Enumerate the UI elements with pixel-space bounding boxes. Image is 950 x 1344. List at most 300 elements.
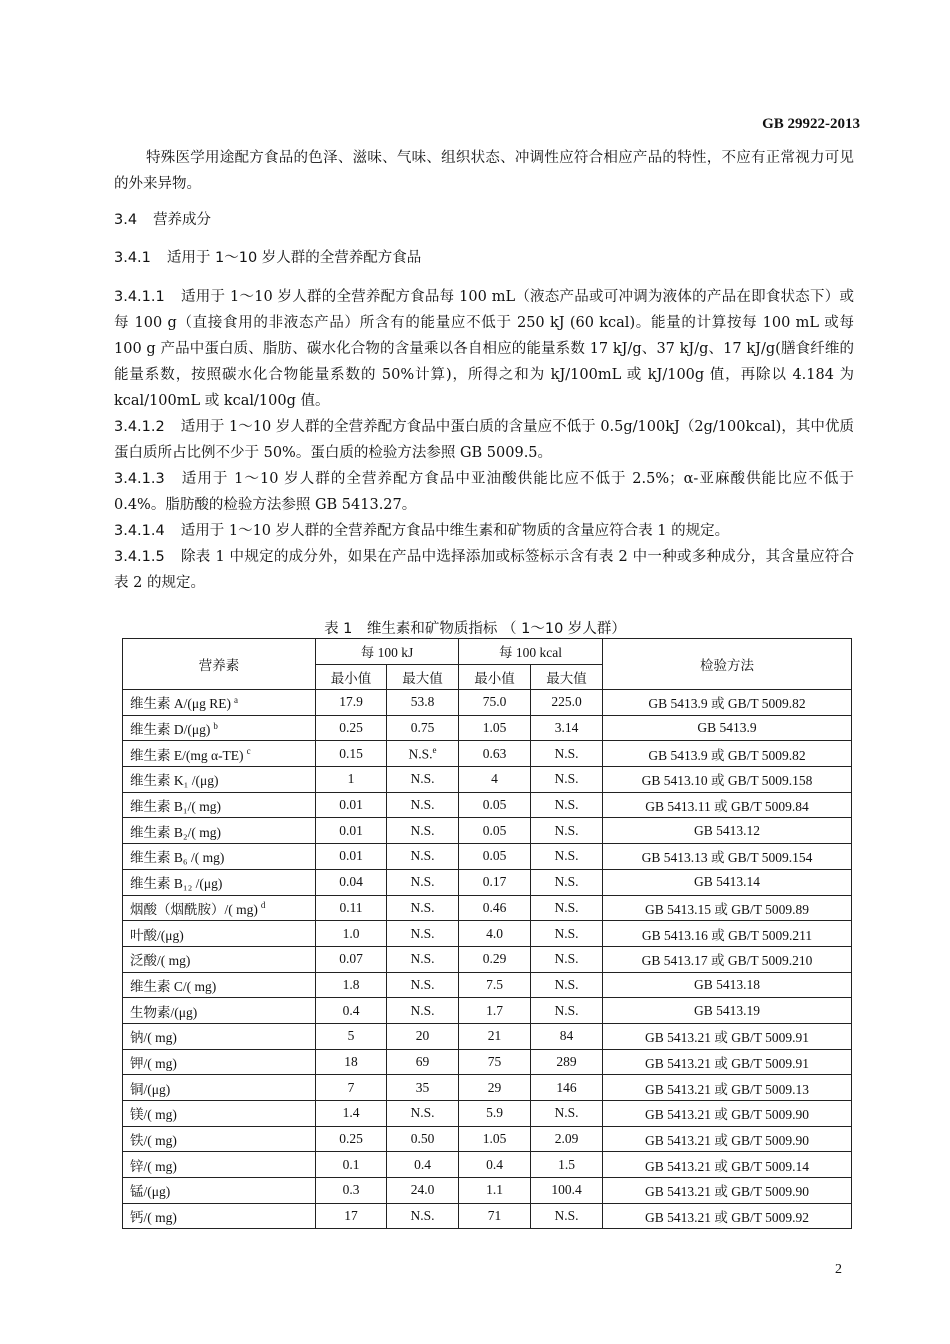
method-value: GB 5413.21 或 GB/T 5009.91 — [645, 1030, 810, 1046]
kj-max-cell — [387, 946, 459, 972]
method-value: GB 5413.9 或 GB/T 5009.82 — [648, 747, 806, 763]
nutrient-name: 叶酸/(μg) — [130, 927, 184, 943]
kcal-max-value: 289 — [556, 1053, 577, 1069]
nutrient-name-cell — [123, 844, 316, 870]
kcal-max-value: N.S. — [554, 797, 579, 813]
nutrient-name-cell — [123, 972, 316, 998]
kcal-max-cell — [531, 741, 603, 767]
kj-min-value: 0.01 — [339, 822, 363, 838]
kcal-max-cell — [531, 921, 603, 947]
kcal-min-value: 75.0 — [482, 694, 507, 710]
method-cell — [603, 715, 852, 741]
kcal-max-cell — [531, 1126, 603, 1152]
clause-text: 适用于 1～10 岁人群的全营养配方食品中亚油酸供能比应不低于 2.5%；α-亚麻酸供能比应不低于 0.4%。脂肪酸的检验方法参照 GB 5413.27。 — [114, 471, 854, 513]
method-value: GB 5413.21 或 GB/T 5009.91 — [645, 1055, 810, 1071]
method-value: GB 5413.21 或 GB/T 5009.14 — [645, 1158, 810, 1174]
table-row — [123, 1178, 852, 1204]
nutrient-name: 镁/( mg) — [130, 1107, 177, 1123]
page-number: 2 — [835, 1262, 842, 1277]
table-row — [123, 998, 852, 1024]
kj-max-value: N.S. — [410, 874, 435, 890]
kcal-max-cell — [531, 1203, 603, 1229]
nutrient-name-cell — [123, 1126, 316, 1152]
clause-paragraph — [114, 414, 854, 466]
kj-min-value: 1.8 — [342, 976, 360, 992]
method-cell — [603, 1178, 852, 1204]
kcal-min-value: 21 — [487, 1028, 502, 1044]
method-cell — [603, 1126, 852, 1152]
kj-max-cell — [387, 1126, 459, 1152]
kcal-max-cell — [531, 1152, 603, 1178]
kcal-max-value: 3.14 — [554, 720, 579, 736]
table-row — [123, 1075, 852, 1101]
kj-min-value: 0.4 — [342, 1002, 360, 1018]
method-value: GB 5413.21 或 GB/T 5009.13 — [645, 1081, 810, 1097]
kj-min-cell — [316, 715, 387, 741]
footnote-marker: b — [213, 720, 218, 731]
kcal-min-value: 0.05 — [482, 797, 507, 813]
nutrient-name: 锰/(μg) — [130, 1184, 171, 1200]
method-value: GB 5413.12 — [694, 822, 761, 838]
section-title: 营养成分 — [153, 212, 212, 228]
kj-min-cell — [316, 1101, 387, 1127]
clause-number: 3.4.1.1 — [114, 289, 165, 305]
kj-min-cell — [316, 869, 387, 895]
kj-min-cell — [316, 1126, 387, 1152]
table-row — [123, 895, 852, 921]
nutrient-name-cell — [123, 1075, 316, 1101]
section-number: 3.4.1 — [114, 250, 151, 266]
nutrient-name-cell — [123, 792, 316, 818]
table-row — [123, 844, 852, 870]
kcal-max-value: 84 — [559, 1028, 574, 1044]
method-value: GB 5413.19 — [694, 1002, 761, 1018]
kcal-min-value: 0.05 — [482, 822, 507, 838]
header-max: 最大值 — [387, 664, 459, 690]
kj-min-cell — [316, 1152, 387, 1178]
method-cell — [603, 998, 852, 1024]
method-value: GB 5413.21 或 GB/T 5009.92 — [645, 1210, 810, 1226]
kj-max-cell — [387, 921, 459, 947]
kcal-min-cell — [459, 869, 531, 895]
method-cell — [603, 818, 852, 844]
kj-min-value: 1.4 — [342, 1105, 360, 1121]
kcal-max-value: 1.5 — [558, 1156, 575, 1172]
method-value: GB 5413.17 或 GB/T 5009.210 — [641, 953, 813, 969]
nutrient-name: 钾/( mg) — [130, 1055, 177, 1071]
kj-max-value: N.S. — [410, 899, 435, 915]
method-value: GB 5413.14 — [694, 874, 761, 890]
method-cell — [603, 690, 852, 716]
clause-text: 适用于 1～10 岁人群的全营养配方食品中蛋白质的含量应不低于 0.5g/100kJ（2g/100kcal)，其中优质蛋白质所占比例不少于 50%。蛋白质的检验方法参照 GB 5009.5。 — [114, 419, 854, 461]
kcal-min-cell — [459, 1049, 531, 1075]
table-row — [123, 690, 852, 716]
table-row — [123, 1126, 852, 1152]
kcal-min-cell — [459, 998, 531, 1024]
table-row — [123, 1203, 852, 1229]
nutrient-name: 维生素 K₁ /(μg) — [130, 773, 219, 789]
kcal-min-value: 7.5 — [486, 976, 503, 992]
nutrient-name-cell — [123, 1178, 316, 1204]
method-cell — [603, 869, 852, 895]
kcal-min-cell — [459, 1101, 531, 1127]
section-heading-3-4 — [114, 208, 211, 229]
kj-max-cell — [387, 1178, 459, 1204]
nutrient-name-cell — [123, 998, 316, 1024]
kj-min-value: 0.1 — [342, 1156, 360, 1172]
nutrient-name: 铁/( mg) — [130, 1133, 177, 1149]
kj-min-value: 0.25 — [339, 720, 363, 736]
nutrient-name-cell — [123, 895, 316, 921]
kj-min-cell — [316, 946, 387, 972]
kj-max-cell — [387, 767, 459, 793]
kj-min-cell — [316, 998, 387, 1024]
table-header-row — [123, 639, 852, 665]
kj-min-cell — [316, 741, 387, 767]
kcal-max-value: N.S. — [554, 848, 579, 864]
kcal-min-cell — [459, 741, 531, 767]
method-value: GB 5413.15 或 GB/T 5009.89 — [645, 901, 810, 917]
kj-max-value: N.S. — [410, 797, 435, 813]
kcal-min-value: 75 — [487, 1053, 502, 1069]
table-body — [123, 690, 852, 1229]
kcal-max-cell — [531, 998, 603, 1024]
method-cell — [603, 1023, 852, 1049]
nutrient-name: 维生素 B₆ /( mg) — [130, 850, 225, 866]
kj-min-cell — [316, 1203, 387, 1229]
kj-max-cell — [387, 844, 459, 870]
method-value: GB 5413.13 或 GB/T 5009.154 — [641, 850, 813, 866]
kcal-max-value: N.S. — [554, 822, 579, 838]
kj-max-value: N.S. — [410, 771, 435, 787]
kj-min-value: 7 — [347, 1079, 355, 1095]
table-row — [123, 741, 852, 767]
kj-min-cell — [316, 1178, 387, 1204]
kj-min-value: 5 — [347, 1028, 355, 1044]
kcal-min-cell — [459, 767, 531, 793]
method-cell — [603, 1049, 852, 1075]
kcal-max-value: N.S. — [554, 1002, 579, 1018]
kj-min-cell — [316, 818, 387, 844]
method-cell — [603, 792, 852, 818]
kj-max-cell — [387, 869, 459, 895]
kj-max-cell — [387, 1049, 459, 1075]
kcal-min-cell — [459, 1075, 531, 1101]
kcal-min-cell — [459, 844, 531, 870]
method-cell — [603, 767, 852, 793]
kj-max-value: N.S. — [408, 746, 433, 762]
kcal-max-cell — [531, 1049, 603, 1075]
nutrient-name: 锌/( mg) — [130, 1158, 177, 1174]
method-cell — [603, 895, 852, 921]
nutrient-name: 烟酸（烟酰胺）/( mg) — [130, 901, 258, 917]
clause-text: 适用于 1～10 岁人群的全营养配方食品每 100 mL（液态产品或可冲调为液体的产品在即食状态下）或每 100 g（直接食用的非液态产品）所含有的能量应不低于 250 kJ (60 kcal)。能量的计算按每 100 mL 或每 100 g 产品中蛋白质、脂肪、碳水化合物的含量乘以各自相应的能量系数 17 kJ/g、37 kJ/g、17 kJ/g(膳食纤维的能量系数，按照碳水化合物能量系数的 50%计算)，所得之和为 kJ/100mL 或 kJ/100g 值，再除以 4.184 为 kcal/100mL 或 kcal/100g 值。 — [114, 289, 854, 409]
kcal-min-value: 1.7 — [486, 1002, 503, 1018]
method-cell — [603, 946, 852, 972]
kj-min-cell — [316, 972, 387, 998]
kj-max-value: 35 — [415, 1079, 430, 1095]
kj-min-value: 17 — [344, 1208, 358, 1224]
method-cell — [603, 741, 852, 767]
kj-max-cell — [387, 972, 459, 998]
kcal-max-cell — [531, 1101, 603, 1127]
kcal-max-value: N.S. — [554, 976, 579, 992]
nutrient-name-cell — [123, 741, 316, 767]
kcal-max-cell — [531, 869, 603, 895]
kj-min-value: 0.25 — [339, 1131, 363, 1147]
nutrient-name-cell — [123, 1101, 316, 1127]
kcal-max-value: 2.09 — [554, 1131, 579, 1147]
clause-number: 3.4.1.4 — [114, 523, 165, 539]
nutrient-name: 维生素 C/( mg) — [130, 978, 217, 994]
kj-max-value: 0.4 — [414, 1156, 431, 1172]
nutrient-name: 钠/( mg) — [130, 1030, 177, 1046]
kj-max-cell — [387, 895, 459, 921]
kcal-max-cell — [531, 767, 603, 793]
clause-text: 除表 1 中规定的成分外，如果在产品中选择添加或标签标示含有表 2 中一种或多种成分，其含量应符合表 2 的规定。 — [114, 549, 854, 591]
kj-min-cell — [316, 1075, 387, 1101]
kcal-max-cell — [531, 818, 603, 844]
method-cell — [603, 1101, 852, 1127]
kj-max-cell — [387, 998, 459, 1024]
kj-min-value: 17.9 — [339, 694, 363, 710]
kj-min-value: 0.07 — [339, 951, 363, 967]
header-min: 最小值 — [459, 664, 531, 690]
method-cell — [603, 1075, 852, 1101]
kcal-min-value: 71 — [487, 1208, 502, 1224]
method-cell — [603, 1152, 852, 1178]
kj-max-cell — [387, 1023, 459, 1049]
kcal-max-value: N.S. — [554, 899, 579, 915]
kj-max-cell — [387, 1203, 459, 1229]
method-value: GB 5413.16 或 GB/T 5009.211 — [641, 927, 813, 943]
kcal-max-value: 225.0 — [551, 694, 582, 710]
kj-max-value: N.S. — [410, 925, 435, 941]
kj-min-value: 1 — [347, 771, 355, 787]
method-value: GB 5413.11 或 GB/T 5009.84 — [645, 799, 809, 815]
kcal-min-value: 0.63 — [482, 745, 507, 761]
kcal-max-value: N.S. — [554, 745, 579, 761]
nutrient-name: 维生素 B₁₂ /(μg) — [130, 876, 223, 892]
table-row — [123, 1023, 852, 1049]
clause-paragraph — [114, 544, 854, 596]
footnote-marker: c — [246, 746, 251, 757]
table-row — [123, 1152, 852, 1178]
nutrient-name: 泛酸/( mg) — [130, 953, 191, 969]
kj-min-cell — [316, 1023, 387, 1049]
kcal-min-value: 1.05 — [482, 1131, 507, 1147]
kj-max-value: N.S. — [410, 1002, 435, 1018]
kcal-min-cell — [459, 1152, 531, 1178]
kj-max-value: 20 — [415, 1028, 430, 1044]
kcal-min-value: 0.05 — [482, 848, 507, 864]
kcal-min-value: 5.9 — [486, 1105, 503, 1121]
kcal-max-value: 146 — [556, 1079, 577, 1095]
clause-paragraph — [114, 518, 854, 544]
kcal-max-cell — [531, 690, 603, 716]
table-row — [123, 1049, 852, 1075]
nutrient-name: 维生素 A/(μg RE) — [130, 696, 231, 712]
nutrient-name-cell — [123, 1049, 316, 1075]
kcal-min-cell — [459, 946, 531, 972]
nutrient-table — [122, 638, 852, 1229]
kj-max-cell — [387, 1152, 459, 1178]
kj-max-value: N.S. — [410, 951, 435, 967]
kcal-max-value: N.S. — [554, 874, 579, 890]
kj-max-value: 0.50 — [410, 1131, 435, 1147]
clauses — [114, 284, 854, 596]
table-row — [123, 921, 852, 947]
kcal-max-value: N.S. — [554, 925, 579, 941]
kcal-min-value: 0.4 — [486, 1156, 503, 1172]
footnote-marker: e — [432, 744, 437, 755]
kj-min-value: 0.01 — [339, 848, 363, 864]
clause-text: 适用于 1～10 岁人群的全营养配方食品中维生素和矿物质的含量应符合表 1 的规定。 — [180, 523, 730, 539]
kj-min-cell — [316, 844, 387, 870]
clause-paragraph — [114, 284, 854, 414]
kj-max-value: 0.75 — [410, 720, 435, 736]
kcal-min-cell — [459, 715, 531, 741]
kcal-min-value: 1.05 — [482, 720, 507, 736]
method-value: GB 5413.21 或 GB/T 5009.90 — [645, 1107, 810, 1123]
nutrient-name-cell — [123, 1152, 316, 1178]
kj-max-cell — [387, 1075, 459, 1101]
kj-min-value: 0.04 — [339, 874, 363, 890]
table-caption: 表 1 维生素和矿物质指标 （ 1～10 岁人群） — [324, 621, 626, 637]
header-min: 最小值 — [316, 664, 387, 690]
method-value: GB 5413.21 或 GB/T 5009.90 — [645, 1184, 810, 1200]
kcal-min-value: 0.17 — [482, 874, 507, 890]
kj-min-value: 1.0 — [342, 925, 360, 941]
table-row — [123, 818, 852, 844]
table-row — [123, 792, 852, 818]
nutrient-name-cell — [123, 921, 316, 947]
footnote-marker: a — [233, 694, 238, 705]
table-row — [123, 767, 852, 793]
nutrient-name-cell — [123, 1023, 316, 1049]
kcal-max-cell — [531, 715, 603, 741]
kj-min-value: 0.11 — [339, 899, 363, 915]
kj-max-value: 24.0 — [410, 1182, 435, 1198]
kj-max-cell — [387, 715, 459, 741]
kj-min-value: 0.3 — [342, 1182, 360, 1198]
kcal-min-cell — [459, 895, 531, 921]
kcal-max-cell — [531, 1075, 603, 1101]
kj-max-value: N.S. — [410, 848, 435, 864]
kj-max-value: N.S. — [410, 976, 435, 992]
table-row — [123, 715, 852, 741]
method-cell — [603, 972, 852, 998]
section-number: 3.4 — [114, 212, 138, 228]
nutrient-name: 维生素 B₁/( mg) — [130, 799, 221, 815]
header-per-100kj: 每 100 kJ — [316, 639, 459, 665]
table-row — [123, 972, 852, 998]
kj-max-cell — [387, 818, 459, 844]
method-value: GB 5413.9 或 GB/T 5009.82 — [648, 696, 806, 712]
kcal-min-cell — [459, 1178, 531, 1204]
kcal-max-value: N.S. — [554, 951, 579, 967]
clause-number: 3.4.1.2 — [114, 419, 165, 435]
method-value: GB 5413.10 或 GB/T 5009.158 — [641, 773, 813, 789]
header-method: 检验方法 — [603, 639, 852, 690]
standard-header: GB 29922-2013 — [762, 116, 860, 132]
method-value: GB 5413.18 — [694, 976, 761, 992]
kcal-min-value: 29 — [487, 1079, 502, 1095]
kcal-min-value: 0.29 — [482, 951, 507, 967]
nutrient-name-cell — [123, 1203, 316, 1229]
kj-min-cell — [316, 690, 387, 716]
kcal-min-cell — [459, 972, 531, 998]
kcal-min-cell — [459, 1126, 531, 1152]
kj-min-cell — [316, 792, 387, 818]
clause-paragraph — [114, 466, 854, 518]
nutrient-name-cell — [123, 715, 316, 741]
table-row — [123, 1101, 852, 1127]
kcal-min-cell — [459, 690, 531, 716]
nutrient-name: 生物素/(μg) — [130, 1004, 198, 1020]
clause-number: 3.4.1.5 — [114, 549, 165, 565]
nutrient-name: 维生素 B₂/( mg) — [130, 824, 221, 840]
kj-max-cell — [387, 690, 459, 716]
kcal-max-cell — [531, 792, 603, 818]
kcal-max-value: N.S. — [554, 1208, 579, 1224]
nutrient-name-cell — [123, 690, 316, 716]
kcal-min-cell — [459, 818, 531, 844]
kj-min-cell — [316, 895, 387, 921]
kcal-max-cell — [531, 1178, 603, 1204]
method-value: GB 5413.21 或 GB/T 5009.90 — [645, 1133, 810, 1149]
nutrient-name: 铜/(μg) — [130, 1081, 171, 1097]
kj-max-value: N.S. — [410, 822, 435, 838]
nutrient-name-cell — [123, 869, 316, 895]
table-row — [123, 869, 852, 895]
kj-max-value: N.S. — [410, 1208, 435, 1224]
header-nutrient: 营养素 — [123, 639, 316, 690]
kcal-min-value: 0.46 — [482, 899, 507, 915]
kj-max-value: 69 — [415, 1053, 430, 1069]
kj-max-value: 53.8 — [410, 694, 435, 710]
nutrient-name-cell — [123, 946, 316, 972]
kj-min-value: 18 — [344, 1053, 358, 1069]
section-title: 适用于 1～10 岁人群的全营养配方食品 — [166, 250, 422, 266]
table-row — [123, 946, 852, 972]
kj-max-cell — [387, 1101, 459, 1127]
kcal-min-cell — [459, 921, 531, 947]
clause-number: 3.4.1.3 — [114, 471, 165, 487]
method-cell — [603, 844, 852, 870]
section-heading-3-4-1 — [114, 246, 421, 267]
kj-min-value: 0.15 — [339, 745, 363, 761]
method-value: GB 5413.9 — [697, 720, 757, 736]
header-max: 最大值 — [531, 664, 603, 690]
kcal-min-cell — [459, 1023, 531, 1049]
kcal-max-cell — [531, 844, 603, 870]
kcal-max-cell — [531, 972, 603, 998]
kj-min-value: 0.01 — [339, 797, 363, 813]
header-per-100kcal: 每 100 kcal — [459, 639, 603, 665]
kj-max-cell — [387, 741, 459, 767]
method-cell — [603, 1203, 852, 1229]
method-cell — [603, 921, 852, 947]
footnote-marker: d — [260, 900, 266, 911]
nutrient-name: 维生素 D/(μg) — [130, 722, 211, 738]
intro-paragraph: 特殊医学用途配方食品的色泽、滋味、气味、组织状态、冲调性应符合相应产品的特性，不应有正常视力可见的外来异物。 — [114, 150, 854, 192]
kj-min-cell — [316, 767, 387, 793]
nutrient-name-cell — [123, 818, 316, 844]
kcal-min-value: 4 — [491, 771, 498, 787]
kcal-min-value: 1.1 — [486, 1182, 503, 1198]
kcal-max-cell — [531, 895, 603, 921]
